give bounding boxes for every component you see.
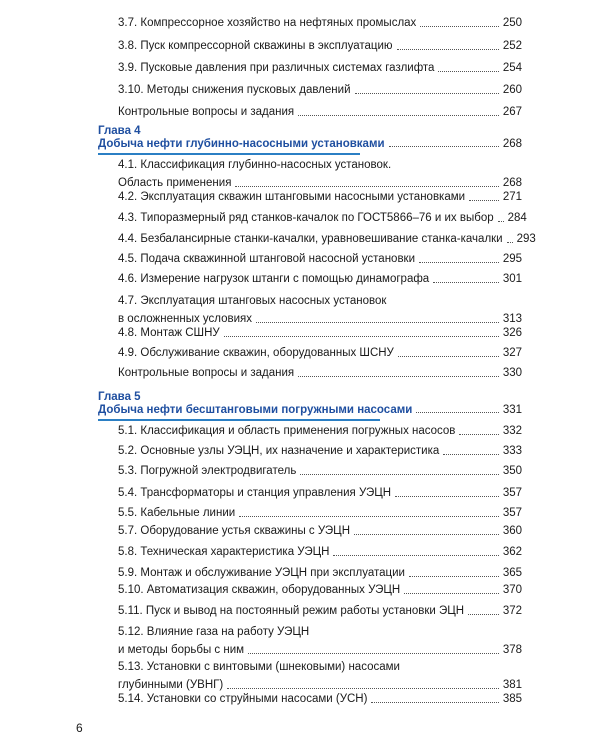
dot-leader <box>298 376 499 377</box>
toc-page-number: 271 <box>502 191 522 203</box>
toc-entry-title: 3.7. Компрессорное хозяйство на нефтяных промыслах <box>118 17 417 29</box>
toc-entry-5-14[interactable] <box>118 692 522 706</box>
toc-entry-title: 5.2. Основные узлы УЭЦН, их назначение и характеристика <box>118 445 440 457</box>
dot-leader <box>224 336 499 337</box>
toc-entry-title: 5.8. Техническая характеристика УЭЦН <box>118 546 330 558</box>
toc-page-number: 330 <box>502 367 522 379</box>
toc-entry-5-10[interactable] <box>118 583 522 597</box>
toc-page-number: 331 <box>502 404 522 416</box>
toc-entry-5-12[interactable] <box>118 625 522 657</box>
toc-page-number: 381 <box>502 679 522 691</box>
page-number: 6 <box>76 721 83 735</box>
chapter-4-title-row[interactable] <box>98 138 522 150</box>
chapter-5-title: Добыча нефти бесштанговыми погружными насосами <box>98 404 413 416</box>
toc-page-number: 301 <box>502 273 522 285</box>
dot-leader <box>459 434 498 435</box>
toc-page-number: 295 <box>502 253 522 265</box>
toc-page-number: 365 <box>502 567 522 579</box>
chapter-5-underline <box>98 419 380 421</box>
chapter-5-label: Глава 5 <box>98 391 141 403</box>
dot-leader <box>419 262 499 263</box>
toc-entry-title: Контрольные вопросы и задания <box>118 367 295 379</box>
toc-entry-5-2[interactable] <box>118 444 522 458</box>
toc-entry-title: 4.9. Обслуживание скважин, оборудованных ШСНУ <box>118 347 394 359</box>
toc-page-number: 362 <box>502 546 522 558</box>
toc-entry-title: 4.2. Эксплуатация скважин штанговыми насосными установками <box>118 191 466 203</box>
dot-leader <box>354 534 499 535</box>
toc-page-number: 250 <box>502 17 522 29</box>
toc-entry-4-6[interactable] <box>118 272 522 286</box>
toc-page-number: 370 <box>502 584 522 596</box>
toc-entry-4-4[interactable] <box>118 232 536 246</box>
toc-page-number: 293 <box>516 233 536 245</box>
toc-entry-3-7[interactable] <box>118 16 522 30</box>
toc-page-number: 333 <box>502 445 522 457</box>
toc-entry-4-3[interactable] <box>118 211 527 225</box>
chapter-4-underline <box>98 153 360 155</box>
toc-page-number: 254 <box>502 62 522 74</box>
toc-page-number: 372 <box>502 605 522 617</box>
toc-page-number: 357 <box>502 487 522 499</box>
dot-leader <box>469 200 499 201</box>
dot-leader <box>256 322 499 323</box>
dot-leader <box>433 282 499 283</box>
toc-entry-title: глубинными (УВНГ) <box>118 679 224 691</box>
toc-entry-title: 5.9. Монтаж и обслуживание УЭЦН при эксплуатации <box>118 567 405 579</box>
toc-entry-5-7[interactable] <box>118 524 522 538</box>
toc-entry-5-8[interactable] <box>118 545 522 559</box>
toc-page-number: 350 <box>502 465 522 477</box>
toc-entry-4-2[interactable] <box>118 190 522 204</box>
toc-entry-title: 5.4. Трансформаторы и станция управления УЭЦН <box>118 487 392 499</box>
toc-entry-title: 5.1. Классификация и область применения погружных насосов <box>118 425 456 437</box>
toc-page-number: 378 <box>502 644 522 656</box>
toc-entry-title: 4.3. Типоразмерный ряд станков-качалок по ГОСТ5866–76 и их выбор <box>118 212 494 224</box>
toc-entry-5-13[interactable] <box>118 660 522 692</box>
toc-entry-title: 5.3. Погружной электродвигатель <box>118 465 297 477</box>
dot-leader <box>389 146 499 147</box>
dot-leader <box>443 454 499 455</box>
toc-entry-4-1[interactable] <box>118 158 522 190</box>
dot-leader <box>333 555 498 556</box>
toc-entry-5-3[interactable] <box>118 464 522 478</box>
dot-leader <box>298 115 499 116</box>
dot-leader <box>355 93 499 94</box>
toc-page-number: 326 <box>502 327 522 339</box>
toc-entry-3-10[interactable] <box>118 83 522 97</box>
toc-entry-title: и методы борьбы с ним <box>118 644 245 656</box>
toc-page-number: 327 <box>502 347 522 359</box>
toc-entry-4-8[interactable] <box>118 326 522 340</box>
toc-entry-3-8[interactable] <box>118 39 522 53</box>
toc-entry-title-line1: 4.7. Эксплуатация штанговых насосных установок <box>118 295 387 307</box>
toc-entry-title: 4.6. Измерение нагрузок штанги с помощью динамографа <box>118 273 430 285</box>
dot-leader <box>416 412 499 413</box>
toc-entry-title: 4.8. Монтаж СШНУ <box>118 327 220 339</box>
toc-entry-title: 3.8. Пуск компрессорной скважины в эксплуатацию <box>118 40 393 52</box>
toc-page-number: 267 <box>502 106 522 118</box>
toc-entry-title-line1: 4.1. Классификация глубинно-насосных установок. <box>118 159 392 171</box>
toc-entry-title: Область применения <box>118 177 232 189</box>
toc-entry-title-line1: 5.13. Установки с винтовыми (шнековыми) насосами <box>118 661 400 673</box>
dot-leader <box>227 688 499 689</box>
toc-entry-title: Контрольные вопросы и задания <box>118 106 295 118</box>
dot-leader <box>409 576 499 577</box>
dot-leader <box>239 516 499 517</box>
toc-entry-title: 5.10. Автоматизация скважин, оборудованных УЭЦН <box>118 584 401 596</box>
toc-entry-5-11[interactable] <box>118 604 522 618</box>
toc-page-number: 313 <box>502 313 522 325</box>
dot-leader <box>438 71 498 72</box>
toc-page-number: 357 <box>502 507 522 519</box>
toc-entry-5-1[interactable] <box>118 424 522 438</box>
toc-page-number: 385 <box>502 693 522 705</box>
toc-entry-title: 5.5. Кабельные линии <box>118 507 236 519</box>
toc-entry-5-9[interactable] <box>118 566 522 580</box>
dot-leader <box>235 186 498 187</box>
dot-leader <box>507 242 513 243</box>
dot-leader <box>498 221 504 222</box>
toc-page-number: 252 <box>502 40 522 52</box>
toc-page-number: 332 <box>502 425 522 437</box>
toc-entry-4-7[interactable] <box>118 294 522 326</box>
dot-leader <box>420 26 499 27</box>
toc-page-number: 360 <box>502 525 522 537</box>
toc-entry-5-5[interactable] <box>118 506 522 520</box>
toc-entry-title: 3.9. Пусковые давления при различных системах газлифта <box>118 62 435 74</box>
toc-page-number: 268 <box>502 177 522 189</box>
dot-leader <box>395 496 499 497</box>
toc-entry-questions-4[interactable] <box>118 366 522 380</box>
toc-entry-title: 5.11. Пуск и вывод на постоянный режим работы установки ЭЦН <box>118 605 465 617</box>
toc-entry-title: 5.14. Установки со струйными насосами (УСН) <box>118 693 368 705</box>
toc-page-number: 284 <box>507 212 527 224</box>
toc-entry-title-line1: 5.12. Влияние газа на работу УЭЦН <box>118 626 310 638</box>
toc-entry-5-4[interactable] <box>118 486 522 500</box>
toc-entry-title: в осложненных условиях <box>118 313 253 325</box>
toc-page-number: 268 <box>502 138 522 150</box>
chapter-4-title: Добыча нефти глубинно-насосными установками <box>98 138 385 150</box>
dot-leader <box>397 49 499 50</box>
toc-entry-title: 3.10. Методы снижения пусковых давлений <box>118 84 351 96</box>
dot-leader <box>468 614 499 615</box>
dot-leader <box>300 474 499 475</box>
dot-leader <box>371 702 498 703</box>
chapter-4-label: Глава 4 <box>98 125 141 137</box>
toc-page-number: 260 <box>502 84 522 96</box>
dot-leader <box>398 356 499 357</box>
chapter-5-title-row[interactable] <box>98 404 522 416</box>
toc-entry-title: 5.7. Оборудование устья скважины с УЭЦН <box>118 525 350 537</box>
dot-leader <box>248 653 499 654</box>
dot-leader <box>404 593 499 594</box>
toc-entry-title: 4.5. Подача скважинной штанговой насосной установки <box>118 253 416 265</box>
toc-entry-questions-3[interactable] <box>118 105 522 119</box>
toc-entry-4-9[interactable] <box>118 346 522 360</box>
toc-entry-3-9[interactable] <box>118 61 522 75</box>
toc-entry-title: 4.4. Безбалансирные станки-качалки, уравновешивание станка-качалки <box>118 233 503 245</box>
toc-entry-4-5[interactable] <box>118 252 522 266</box>
